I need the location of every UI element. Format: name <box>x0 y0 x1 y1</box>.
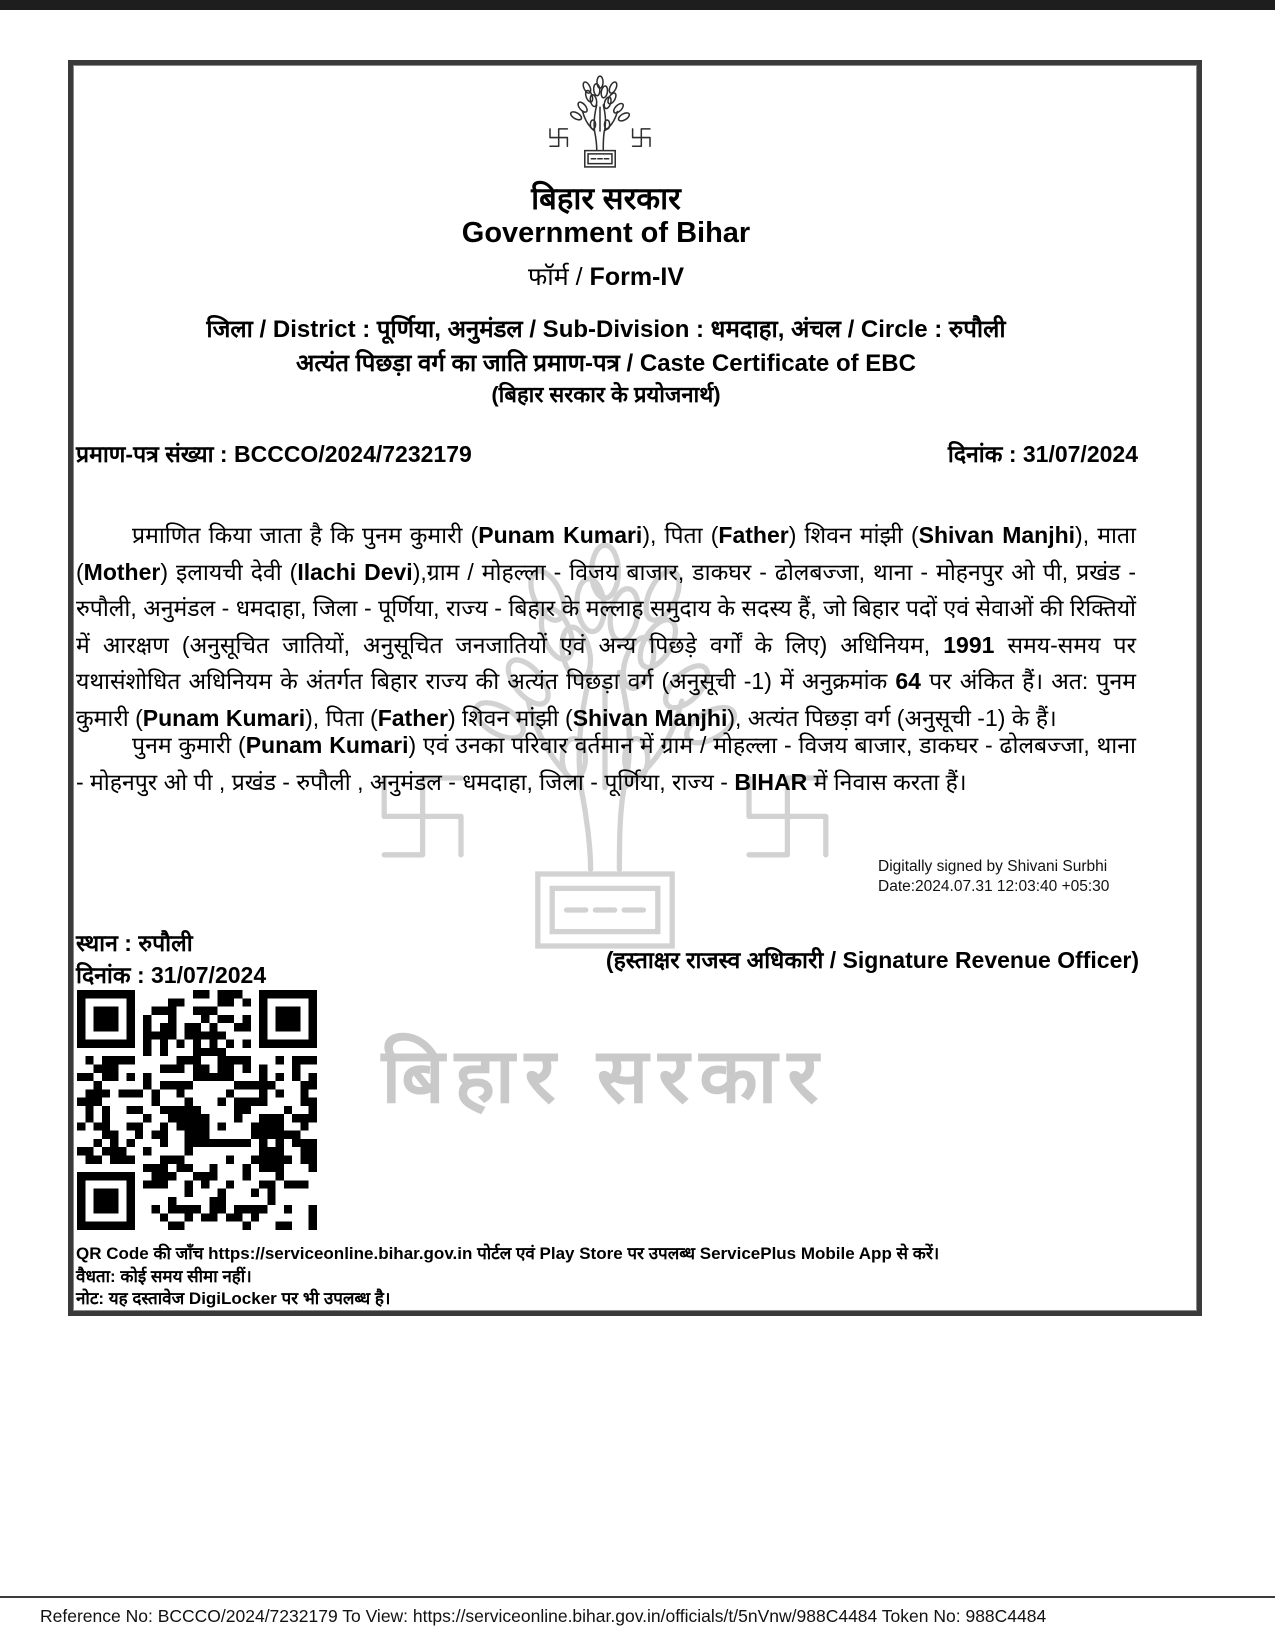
government-title-english: Government of Bihar <box>461 217 751 249</box>
validity-note: वैधता: कोई समय सीमा नहीं। <box>76 1266 252 1286</box>
footer-reference-line: Reference No: BCCCO/2024/7232179 To View: https://serviceonline.bihar.gov.in/officials/t/5nVnw/988C4484 Token No: 988C4484 <box>40 1606 1047 1626</box>
certificate-date-label: दिनांक : <box>947 441 1023 467</box>
revenue-officer-signature-label: (हस्ताक्षर राजस्व अधिकारी / Signature Revenue Officer) <box>605 947 1139 973</box>
watermark-text: बिहार सरकार <box>381 1034 829 1119</box>
footer-divider <box>0 1596 1275 1598</box>
digital-signature-line2: Date:2024.07.31 12:03:40 +05:30 <box>878 878 1110 895</box>
certificate-body-paragraph-1: प्रमाणित किया जाता है कि पुनम कुमारी (Punam Kumari), पिता (Father) शिवन मांझी (Shivan Manjhi), माता (Mother) इलायची देवी (Ilachi Devi),ग्राम / मोहल्ला - विजय बाजार, डाकघर - ढोलबज्जा, थाना - मोहनपुर ओ पी, प्रखंड - रुपौली, अनुमंडल - धमदाहा, जिला - पूर्णिया, राज्य - बिहार के मल्लाह समुदाय के सदस्य हैं, जो बिहार पदों एवं सेवाओं की रिक्तियों में आरक्षण (अनुसूचित जातियों, अनुसूचित जनजातियों एवं अन्य पिछड़े वर्गों के लिए) अधिनियम, 1991 समय-समय पर यथासंशोधित अधिनियम के अंतर्गत बिहार राज्य की अत्यंत पिछड़ा वर्ग (अनुसूची -1) में अनुक्रमांक 64 पर अंकित हैं। अत: पुनम कुमारी (Punam Kumari), पिता (Father) शिवन मांझी (Shivan Manjhi), अत्यंत पिछड़ा वर्ग (अनुसूची -1) के हैं। <box>76 522 1136 731</box>
qr-code <box>77 990 317 1230</box>
bihar-government-emblem-icon <box>545 68 655 168</box>
date-line: दिनांक : 31/07/2024 <box>76 962 267 988</box>
certificate-frame <box>68 60 1202 1316</box>
certificate-meta-row <box>76 437 1138 469</box>
digilocker-note: नोट: यह दस्तावेज DigiLocker पर भी उपलब्ध है। <box>76 1289 391 1308</box>
place-line: स्थान : रुपौली <box>76 930 193 956</box>
certificate-number-label: प्रमाण-पत्र संख्या : <box>76 441 234 467</box>
digital-signature-line1: Digitally signed by Shivani Surbhi <box>878 858 1108 875</box>
certificate-date <box>948 437 1138 469</box>
district-subdivision-circle-line: जिला / District : पूर्णिया, अनुमंडल / Sub-Division : धमदाहा, अंचल / Circle : रुपौली <box>206 316 1006 343</box>
form-number-line: फॉर्म / Form-IV <box>528 263 684 291</box>
qr-notes-block <box>76 1243 939 1311</box>
digital-signature-stamp <box>878 857 1109 897</box>
certificate-number <box>76 437 472 469</box>
certificate-title: अत्यंत पिछड़ा वर्ग का जाति प्रमाण-पत्र / Caste Certificate of EBC <box>296 350 916 377</box>
certificate-number-value: BCCCO/2024/7232179 <box>233 441 472 467</box>
qr-verification-note: QR Code की जाँच https://serviceonline.bihar.gov.in पोर्टल एवं Play Store पर उपलब्ध ServicePlus Mobile App से करें। <box>76 1244 940 1263</box>
page-top-bar <box>0 0 1275 10</box>
purpose-line: (बिहार सरकार के प्रयोजनार्थ) <box>491 382 721 407</box>
government-title-hindi: बिहार सरकार <box>531 181 681 216</box>
certificate-body-paragraph-2: पुनम कुमारी (Punam Kumari) एवं उनका परिवार वर्तमान में ग्राम / मोहल्ला - विजय बाजार, डाकघर - ढोलबज्जा, थाना - मोहनपुर ओ पी , प्रखंड - रुपौली , अनुमंडल - धमदाहा, जिला - पूर्णिया, राज्य - BIHAR में निवास करता हैं। <box>76 732 1136 795</box>
certificate-date-value: 31/07/2024 <box>1022 441 1138 467</box>
